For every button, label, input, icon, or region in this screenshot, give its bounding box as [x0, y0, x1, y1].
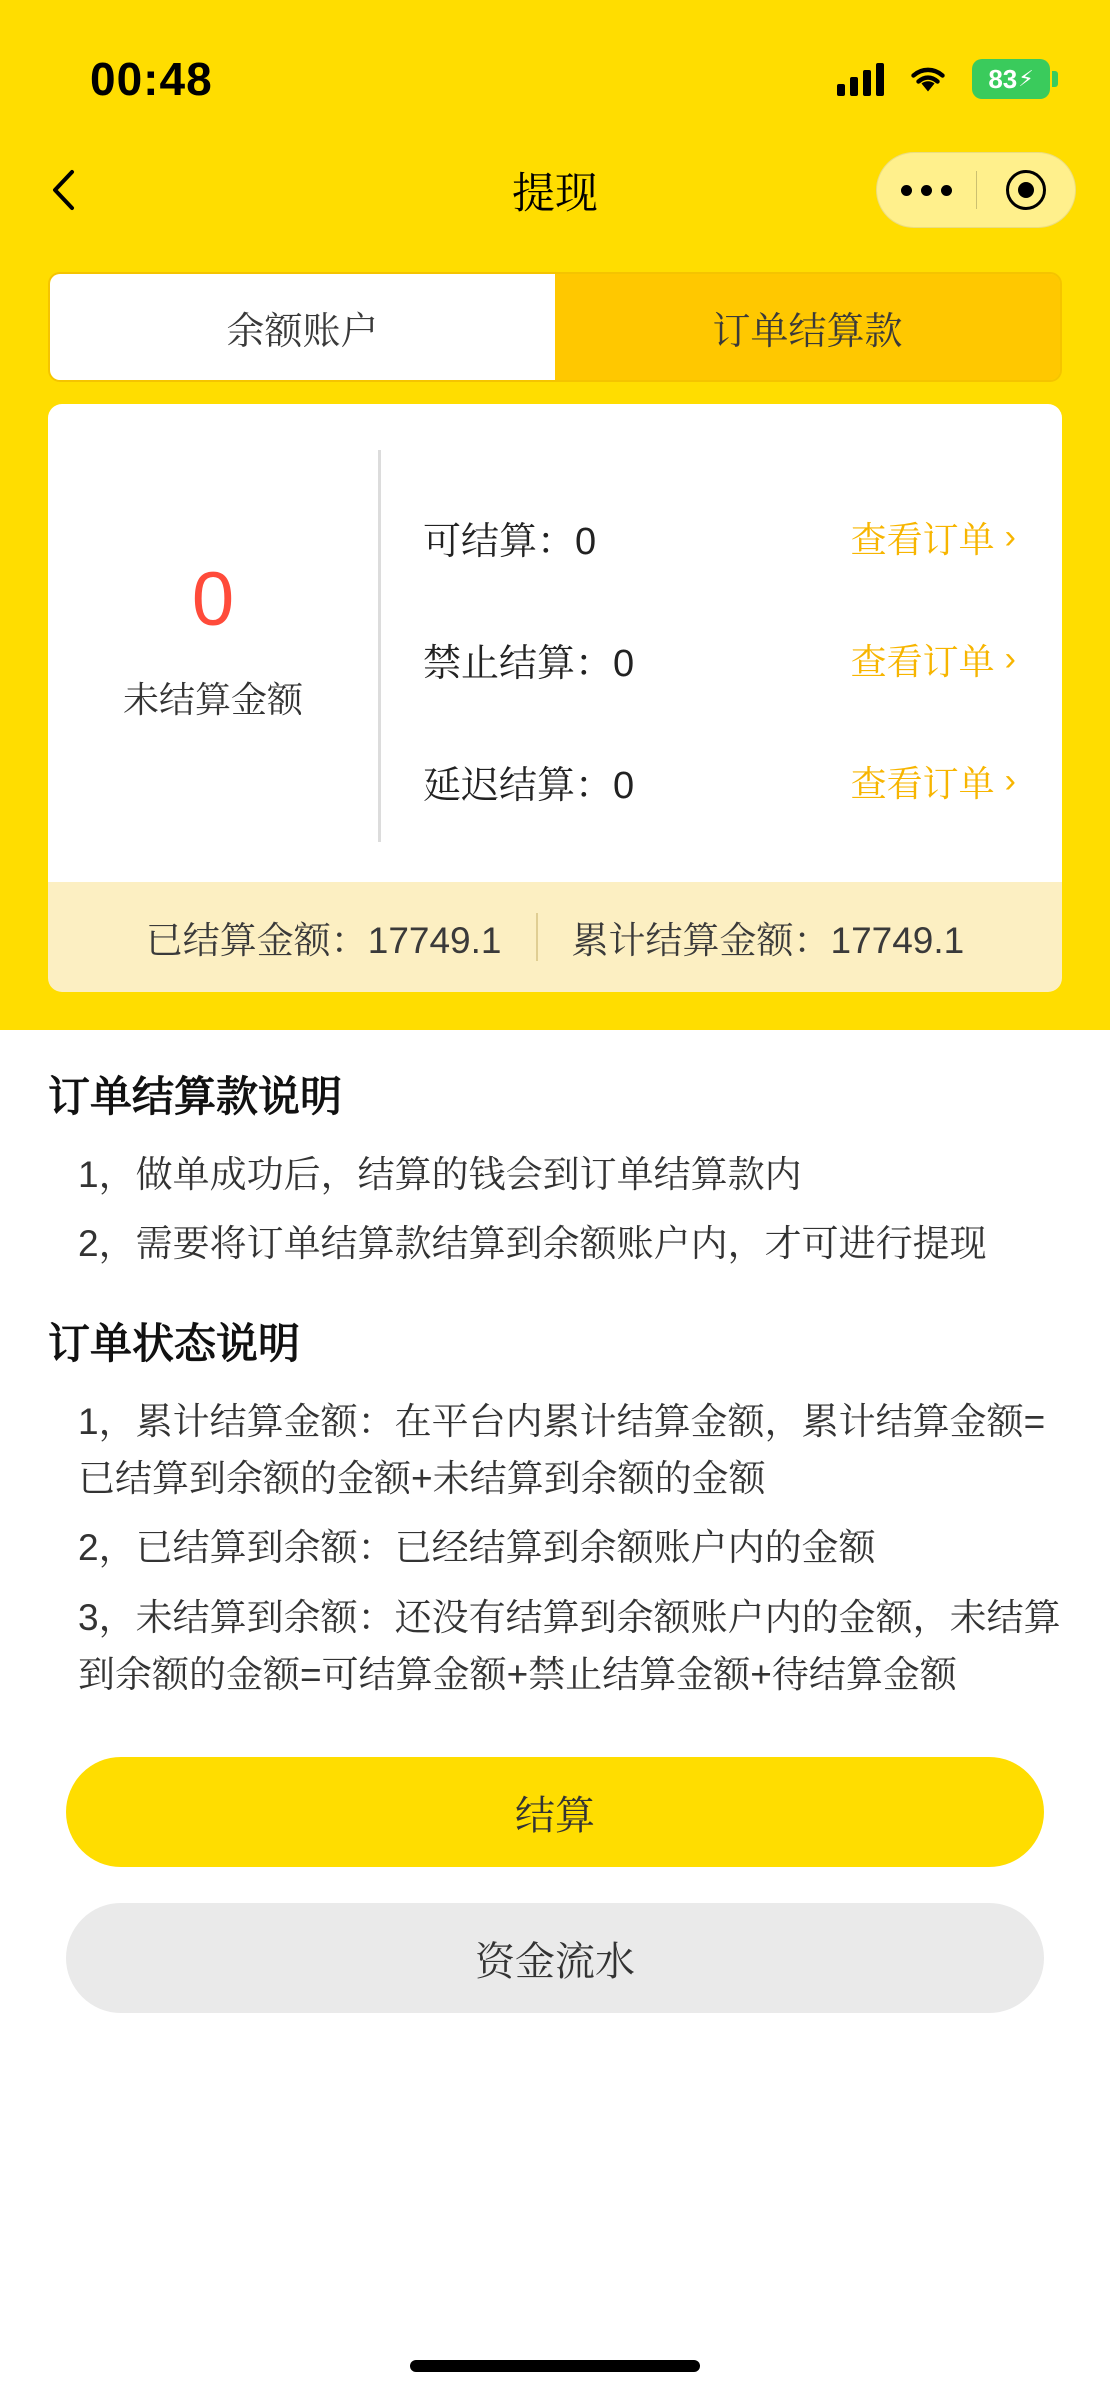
- summary-card-container: [0, 382, 1110, 992]
- home-indicator: [410, 2360, 700, 2372]
- row-settleable: [381, 476, 1062, 598]
- tab-balance-account[interactable]: 余额账户: [50, 274, 555, 380]
- mini-program-capsule: [876, 152, 1076, 228]
- settled-amount: [112, 910, 536, 964]
- row-forbidden-view-orders[interactable]: [851, 634, 1016, 685]
- explanation-content: [0, 1030, 1110, 1703]
- bolt-icon: ⚡: [1018, 66, 1034, 91]
- order-status-note-1: 1，累计结算金额：在平台内累计结算金额，累计结算金额=已结算到余额的金额+未结算到余额的金额: [78, 1400, 1046, 1500]
- chevron-right-icon: ›: [1004, 640, 1016, 678]
- row-settleable-title: 可结算：: [423, 520, 576, 563]
- row-settleable-label: [423, 510, 596, 565]
- more-dots-icon[interactable]: [877, 185, 976, 196]
- settled-amount-value: 17749.1: [367, 920, 502, 961]
- battery-level: 83: [988, 63, 1018, 94]
- summary-card-footer: [48, 882, 1062, 992]
- summary-card: [48, 404, 1062, 882]
- wifi-icon: [906, 62, 950, 96]
- unsettled-amount-block: [48, 450, 378, 723]
- unsettled-amount-label: 未结算金额: [122, 679, 303, 720]
- row-delayed-label: [423, 754, 634, 809]
- row-settleable-value: 0: [575, 520, 597, 563]
- settle-button[interactable]: 结算: [66, 1757, 1044, 1867]
- yellow-spacer: [0, 992, 1110, 1030]
- row-delayed-title: 延迟结算：: [423, 764, 614, 807]
- action-buttons: [0, 1715, 1110, 2013]
- total-settled-value: 17749.1: [830, 920, 965, 961]
- row-forbidden: [381, 598, 1062, 720]
- row-delayed-view-orders[interactable]: [851, 756, 1016, 807]
- nav-bar: [0, 140, 1110, 240]
- back-button[interactable]: [34, 160, 94, 220]
- section-title-settlement: 订单结算款说明: [48, 1073, 343, 1120]
- status-indicators: [837, 59, 1050, 99]
- row-forbidden-value: 0: [613, 642, 635, 685]
- unsettled-amount-value: 0: [191, 557, 235, 642]
- chevron-right-icon: ›: [1004, 762, 1016, 800]
- status-time: 00:48: [90, 53, 213, 105]
- chevron-right-icon: ›: [1004, 518, 1016, 556]
- account-tabs: [48, 272, 1062, 382]
- row-forbidden-label: [423, 632, 634, 687]
- settlement-note-2: 2，需要将订单结算款结算到余额账户内，才可进行提现: [78, 1223, 987, 1265]
- total-settled-label: 累计结算金额：: [571, 920, 831, 961]
- row-delayed-link-label: 查看订单: [850, 762, 995, 804]
- chevron-left-icon: [49, 168, 79, 212]
- fund-flow-button[interactable]: 资金流水: [66, 1903, 1044, 2013]
- battery-indicator: [972, 59, 1050, 99]
- cellular-signal-icon: [837, 62, 884, 96]
- tabs-container: [0, 240, 1110, 382]
- settled-amount-label: 已结算金额：: [145, 920, 368, 961]
- settlement-rows: [378, 450, 1062, 842]
- total-settled-amount: [538, 910, 999, 964]
- row-settleable-view-orders[interactable]: [851, 512, 1016, 563]
- row-forbidden-link-label: 查看订单: [850, 640, 995, 682]
- row-settleable-link-label: 查看订单: [850, 518, 995, 560]
- target-circle-icon[interactable]: [977, 170, 1076, 210]
- status-bar: [0, 0, 1110, 140]
- order-status-note-2: 2，已结算到余额：已经结算到余额账户内的金额: [78, 1527, 876, 1569]
- row-delayed-value: 0: [613, 764, 635, 807]
- settlement-note-1: 1，做单成功后，结算的钱会到订单结算款内: [78, 1154, 802, 1195]
- row-forbidden-title: 禁止结算：: [423, 642, 614, 685]
- order-status-note-3: 3，未结算到余额：还没有结算到余额账户内的金额，未结算到余额的金额=可结算金额+禁止结算金额+待结算金额: [78, 1596, 1061, 1696]
- page-title: 提现: [512, 169, 598, 218]
- tab-order-settlement[interactable]: 订单结算款: [555, 274, 1060, 380]
- row-delayed: [381, 720, 1062, 842]
- section-title-order-status: 订单状态说明: [48, 1319, 301, 1367]
